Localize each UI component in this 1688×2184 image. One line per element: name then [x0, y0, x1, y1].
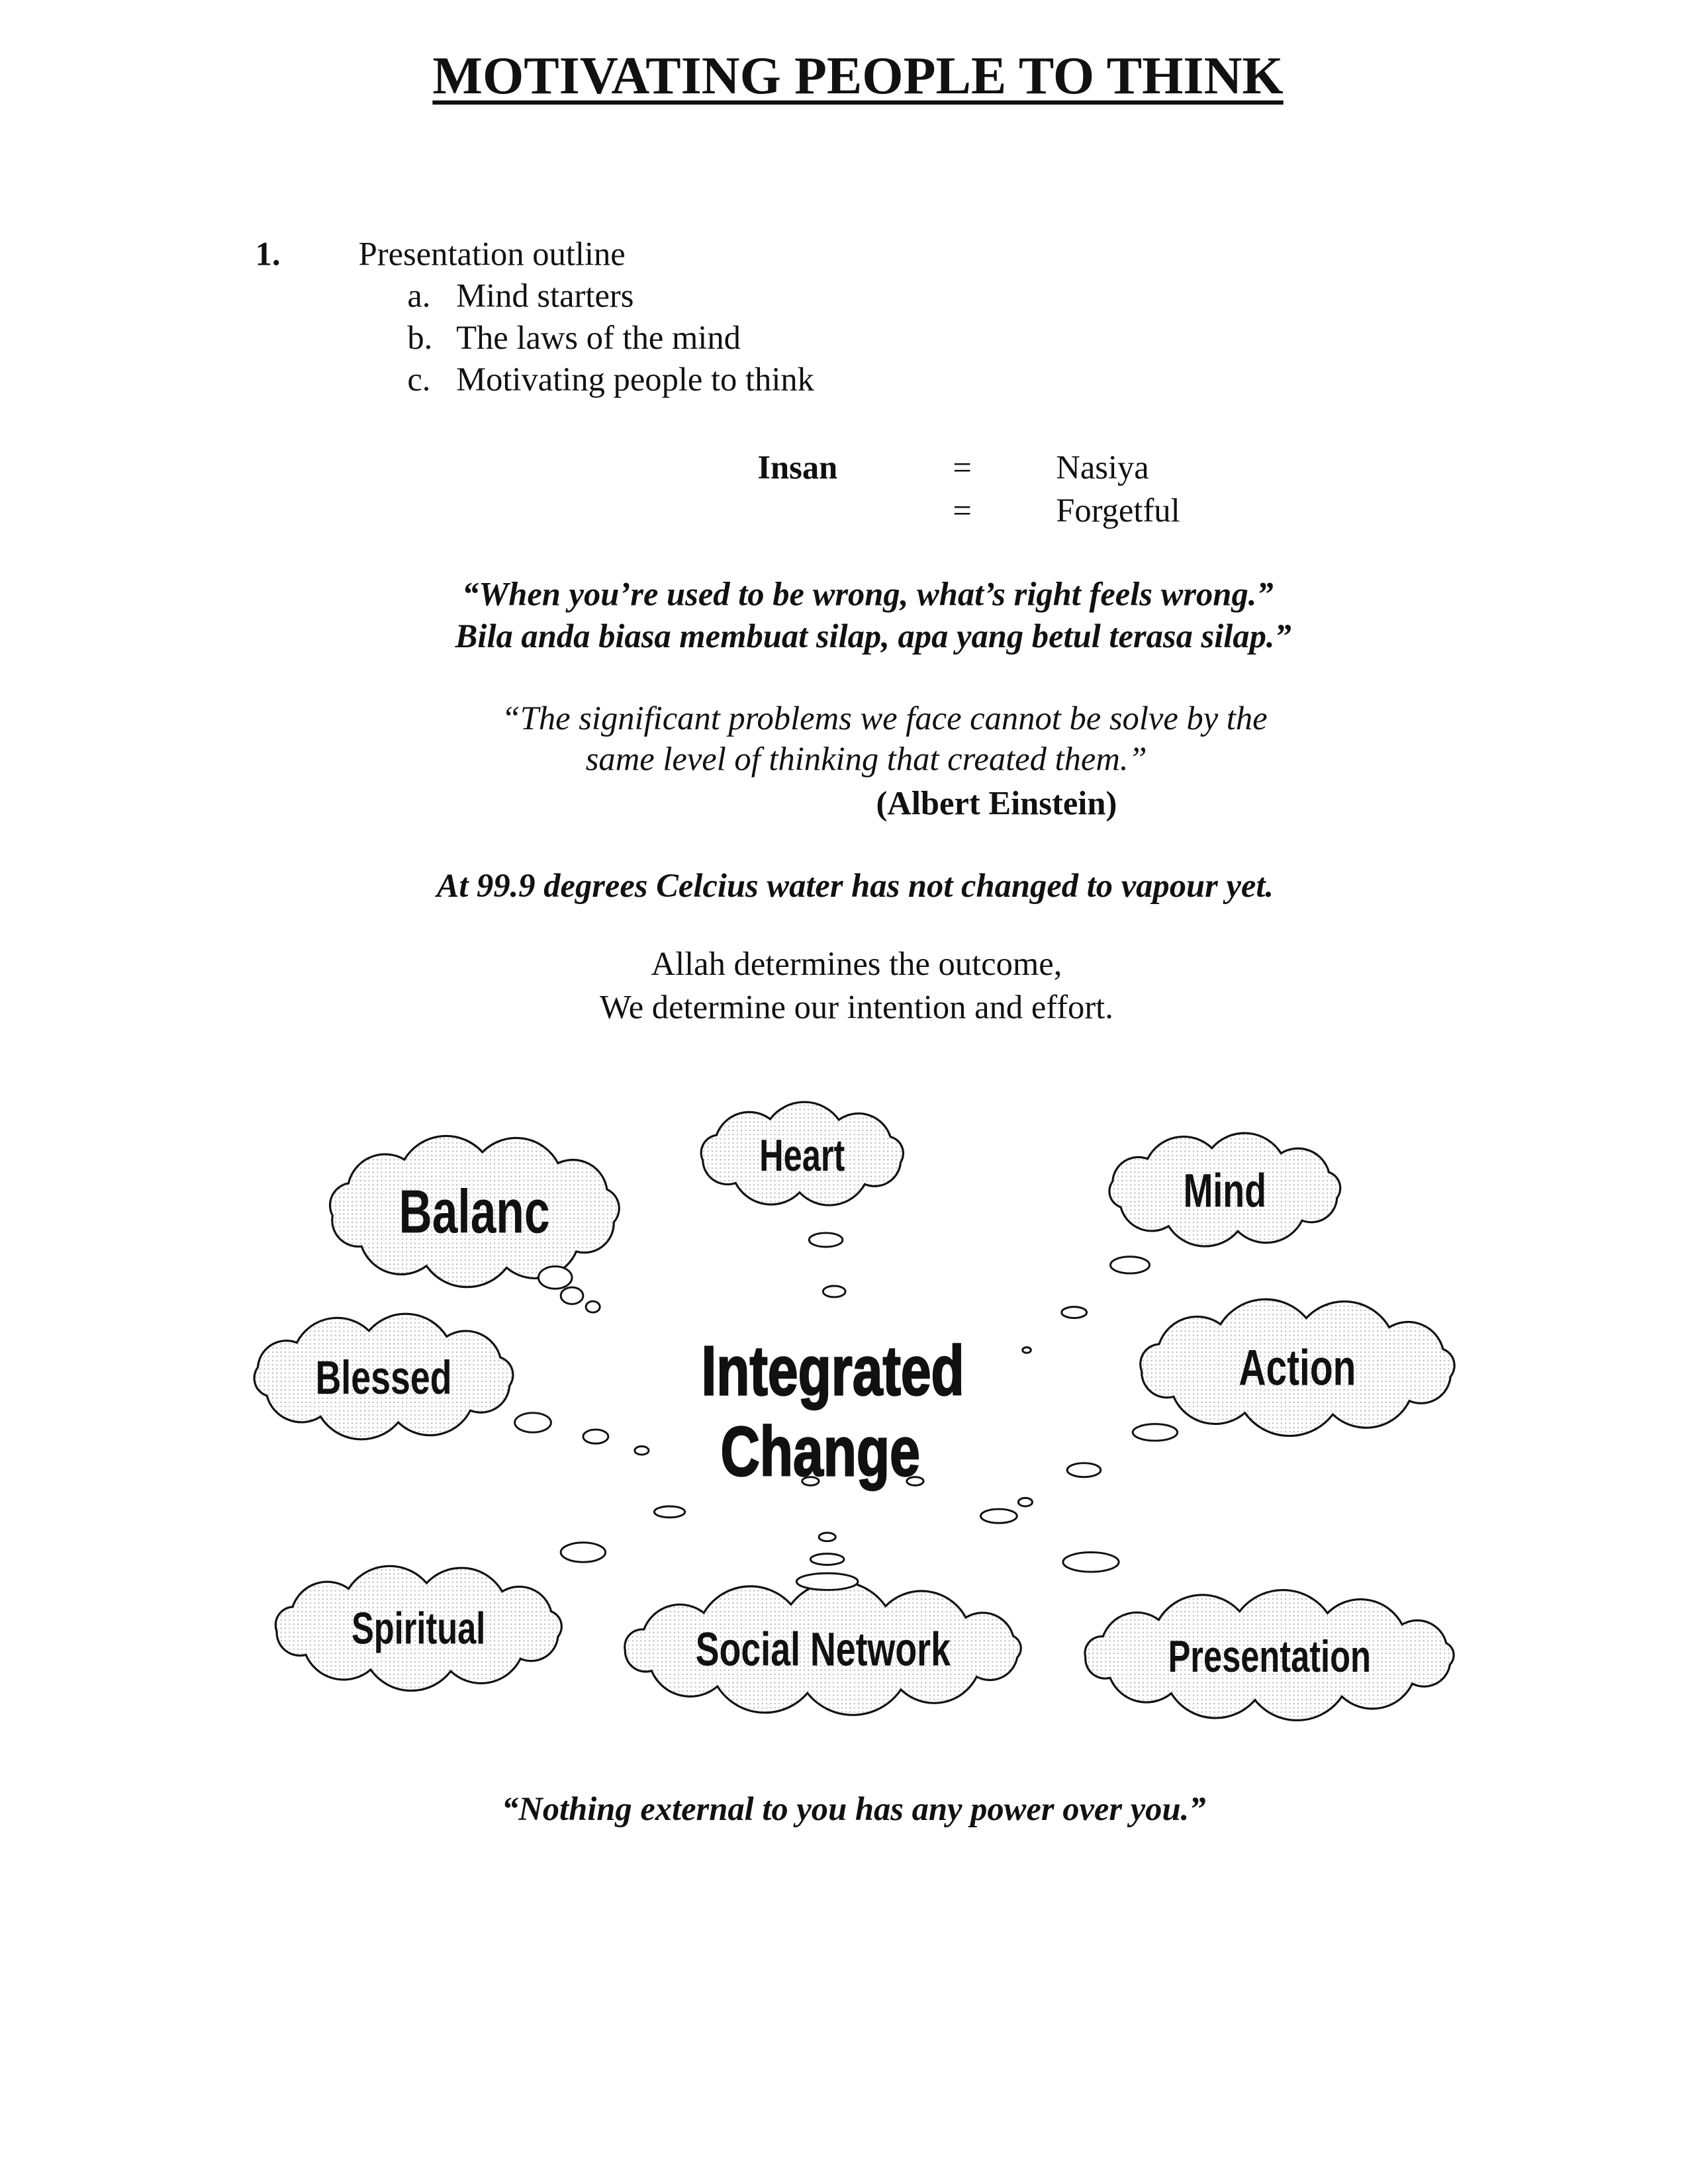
outline-marker: c. [407, 362, 431, 399]
thought-bubble [810, 1554, 844, 1565]
cloud-label: Social Network [695, 1623, 951, 1676]
definition-value: Forgetful [1056, 494, 1180, 530]
thought-bubble [1110, 1257, 1149, 1273]
thought-cloud [625, 1581, 1021, 1715]
allah-line: Allah determines the outcome, [651, 946, 1062, 983]
thought-bubble [654, 1506, 684, 1518]
quote-author: (Albert Einstein) [876, 786, 1117, 823]
outline-item: Motivating people to think [456, 362, 814, 399]
thought-bubble [538, 1267, 572, 1289]
thought-cloud [275, 1566, 561, 1690]
cloud-label: Balanc [399, 1178, 550, 1246]
page-title: MOTIVATING PEOPLE TO THINK [432, 47, 1284, 107]
equals-sign: = [953, 494, 972, 530]
thought-bubble [583, 1430, 608, 1443]
thought-bubble [1023, 1347, 1031, 1353]
thought-cloud [1141, 1299, 1454, 1435]
thought-bubble [809, 1233, 843, 1247]
outline-item: The laws of the mind [456, 320, 741, 357]
thought-bubble [819, 1533, 835, 1541]
cloud-label: Action [1239, 1340, 1356, 1396]
definition-term: Insan [757, 450, 838, 487]
thought-cloud [1109, 1133, 1340, 1246]
thought-bubble [796, 1573, 858, 1590]
thought-bubble [635, 1446, 649, 1455]
cloud-label: Presentation [1168, 1631, 1371, 1682]
water-statement: At 99.9 degrees Celcius water has not changed to vapour yet. [436, 868, 1274, 905]
thought-bubble [981, 1509, 1017, 1523]
thought-bubble [561, 1543, 605, 1563]
thought-cloud [330, 1136, 620, 1287]
thought-bubble [586, 1301, 600, 1312]
thought-cloud [254, 1314, 513, 1439]
equals-sign: = [953, 450, 972, 487]
thought-cloud [701, 1102, 903, 1205]
thought-bubble [561, 1287, 583, 1304]
cloud-label: Blessed [315, 1351, 452, 1404]
thought-bubble [1067, 1463, 1101, 1477]
center-title-line2: Change [720, 1412, 920, 1492]
center-title-line1: Integrated [701, 1332, 964, 1410]
quote-line: “When you’re used to be wrong, what’s right feels wrong.” [461, 577, 1274, 614]
outline-marker: a. [407, 279, 431, 316]
outline-marker: b. [407, 320, 433, 357]
thought-bubble [1133, 1424, 1177, 1441]
einstein-quote-line: same level of thinking that created them.” [585, 742, 1147, 778]
definition-value: Nasiya [1056, 450, 1149, 487]
section-heading: Presentation outline [358, 237, 626, 274]
thought-bubble [1018, 1498, 1032, 1506]
cloud-label: Mind [1183, 1165, 1266, 1218]
thought-bubble [1063, 1553, 1119, 1572]
quote-line: Bila anda biasa membuat silap, apa yang betul terasa silap.” [455, 619, 1291, 656]
allah-line: We determine our intention and effort. [600, 990, 1113, 1027]
cloud-label: Heart [759, 1130, 845, 1181]
closing-quote: “Nothing external to you has any power over you.” [501, 1792, 1206, 1829]
outline-item: Mind starters [456, 279, 634, 316]
einstein-quote-line: “The significant problems we face cannot be solve by the [501, 702, 1268, 738]
thought-cloud [1085, 1590, 1454, 1721]
thought-bubble [823, 1286, 845, 1297]
section-number: 1. [255, 237, 281, 274]
cloud-label: Spiritual [352, 1603, 486, 1654]
thought-bubble [515, 1413, 551, 1433]
thought-bubble [1062, 1307, 1087, 1318]
